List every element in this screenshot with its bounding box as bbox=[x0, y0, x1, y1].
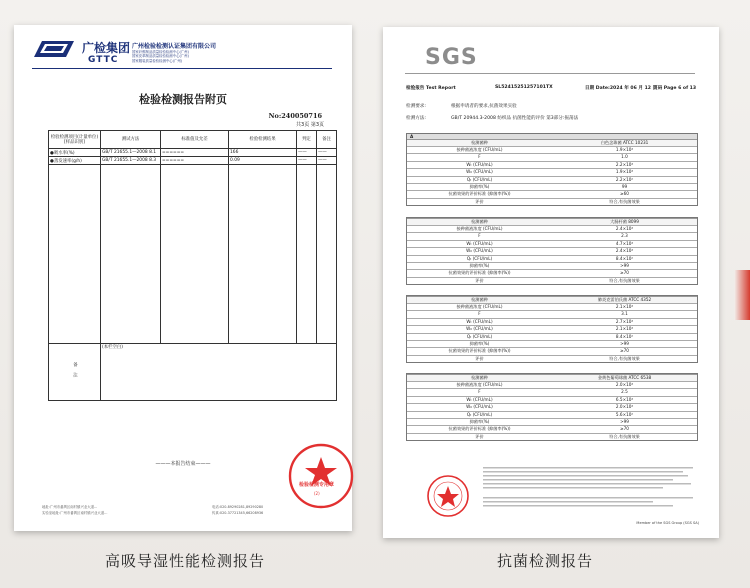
block-header bbox=[407, 139, 697, 146]
row-value: 1.0 bbox=[621, 154, 628, 160]
report-number: SL52415251257101TX bbox=[495, 85, 553, 90]
header-cell: 检测菌种 bbox=[471, 375, 488, 380]
row-label: Wₜ (CFU/mL) bbox=[466, 318, 493, 324]
footer-fax: 传真:020-37721345,66208936 bbox=[212, 511, 264, 515]
org-sub-line: 国家服装质量检验检测中心(广州) bbox=[132, 58, 183, 63]
row-value: 2.1×10⁴ bbox=[615, 326, 634, 332]
table-cell bbox=[229, 165, 297, 344]
table-cell: ●蒸发速率(g/h) bbox=[49, 157, 101, 165]
org-sub-line: 国家纤维制品质量检验检测中心(广州) bbox=[132, 50, 189, 54]
header-divider bbox=[32, 68, 332, 69]
table-row bbox=[407, 146, 697, 153]
table-row bbox=[407, 247, 697, 254]
table-cell: 0.09 bbox=[229, 157, 297, 165]
row-label: F bbox=[478, 233, 481, 239]
table-row bbox=[407, 232, 697, 239]
table-row bbox=[407, 388, 697, 395]
row-value: 1.9×10⁴ bbox=[615, 147, 634, 152]
row-label: F bbox=[478, 154, 481, 160]
table-row bbox=[407, 411, 697, 418]
result-block bbox=[406, 133, 698, 206]
header-cell: 肺炎克雷伯氏菌 ATCC 4352 bbox=[597, 297, 652, 302]
row-value: >99 bbox=[620, 418, 629, 424]
organization-subtitles bbox=[132, 50, 189, 63]
table-cell: GB/T 21655.1—2008 8.3 bbox=[101, 157, 161, 165]
table-empty-row bbox=[49, 165, 337, 344]
table-row bbox=[407, 403, 697, 410]
row-value: 2.4×10⁴ bbox=[615, 248, 634, 254]
footer-phone: 电话:020-89290281,89290280 bbox=[212, 505, 264, 509]
row-value: 符合,有抗菌效果 bbox=[609, 433, 640, 439]
row-label: F bbox=[478, 311, 481, 317]
row-label: 接种菌液浓度 (CFU/mL) bbox=[456, 147, 503, 152]
row-label: W₀ (CFU/mL) bbox=[466, 326, 493, 332]
row-label: 抑菌率(%) bbox=[469, 340, 490, 346]
row-value: 2.0×10⁴ bbox=[615, 382, 634, 387]
row-label: 接种菌液浓度 (CFU/mL) bbox=[456, 382, 503, 387]
row-label: 抑菌率(%) bbox=[469, 418, 490, 424]
table-row bbox=[407, 277, 697, 284]
row-label: Qₜ (CFU/mL) bbox=[466, 255, 493, 261]
table-cell: ====== bbox=[161, 149, 229, 157]
header-cell: 金黄色葡萄球菌 ATCC 6538 bbox=[597, 375, 652, 380]
table-row bbox=[49, 149, 337, 157]
row-label: 评价 bbox=[475, 433, 484, 439]
row-label: 抗菌效果的评价标准 (抑菌率(%)) bbox=[448, 348, 511, 354]
table-row bbox=[407, 161, 697, 168]
row-value: 5.6×10² bbox=[615, 411, 634, 417]
row-label: W₀ (CFU/mL) bbox=[466, 248, 493, 254]
footer-lab-address: 实验室地址:广州市番禺区南村镇兴业大道... bbox=[42, 511, 108, 515]
row-value: 6.5×10⁴ bbox=[615, 396, 634, 402]
organization-name: 广州检验检测认证集团有限公司 bbox=[132, 43, 217, 50]
row-label: W₀ (CFU/mL) bbox=[466, 169, 493, 175]
table-cell: GB/T 21655.1—2008 8.1 bbox=[101, 149, 161, 157]
moisture-report-page bbox=[14, 25, 352, 531]
row-value: 99 bbox=[621, 183, 628, 189]
row-value: 2.3 bbox=[621, 233, 628, 239]
table-cell: ====== bbox=[161, 157, 229, 165]
row-value: 8.4×10² bbox=[615, 333, 634, 339]
section-label: A bbox=[407, 134, 697, 139]
row-label: 抑菌率(%) bbox=[469, 262, 490, 268]
sgs-logo: SGS bbox=[425, 45, 478, 70]
table-cell bbox=[317, 165, 337, 344]
table-row bbox=[407, 425, 697, 432]
member-text: Member of the SGS Group (SGS SA) bbox=[636, 521, 699, 525]
row-value: >99 bbox=[620, 340, 629, 346]
fine-print-icon bbox=[483, 467, 695, 517]
table-row bbox=[407, 310, 697, 317]
row-label: 评价 bbox=[475, 355, 484, 361]
row-label: F bbox=[478, 389, 481, 395]
requirement-label: 检测要求: bbox=[406, 104, 426, 109]
result-block bbox=[406, 295, 698, 363]
row-label: Wₜ (CFU/mL) bbox=[466, 396, 493, 402]
method-label: 检测方法: bbox=[406, 116, 426, 121]
row-value: 4.7×10⁴ bbox=[615, 240, 634, 246]
brand-name-cn: 广检集团 bbox=[82, 41, 131, 55]
gttc-logo-icon bbox=[32, 39, 76, 59]
caption-moisture-report: 高吸导湿性能检测报告 bbox=[105, 552, 266, 570]
column-header: 标准值及允差 bbox=[161, 131, 229, 149]
table-cell: —— bbox=[297, 149, 317, 157]
table-row bbox=[407, 381, 697, 388]
table-row bbox=[407, 325, 697, 332]
row-value: ≥70 bbox=[620, 348, 629, 354]
table-row bbox=[407, 198, 697, 205]
table-row bbox=[407, 240, 697, 247]
row-label: Qₜ (CFU/mL) bbox=[466, 411, 493, 417]
org-sub-line: 国家皮革制品质量检验检测中心(广州) bbox=[132, 54, 189, 59]
report-end-text: ———本报告结束——— bbox=[155, 461, 211, 467]
table-row bbox=[407, 255, 697, 262]
official-seal-icon bbox=[286, 441, 356, 511]
table-row bbox=[407, 153, 697, 160]
table-row bbox=[407, 269, 697, 276]
table-cell bbox=[101, 165, 161, 344]
table-cell bbox=[49, 165, 101, 344]
seal-subtext: (2) bbox=[314, 491, 320, 496]
brand-name-en: GTTC bbox=[88, 55, 119, 65]
result-block bbox=[406, 217, 698, 285]
row-value: 符合,有抗菌效果 bbox=[609, 198, 640, 204]
row-label: Wₜ (CFU/mL) bbox=[466, 240, 493, 246]
column-header: 测试方法 bbox=[101, 131, 161, 149]
table-header-row bbox=[49, 131, 337, 149]
table-row bbox=[407, 355, 697, 362]
row-label: 抗菌效果的评价标准 (抑菌率(%)) bbox=[448, 270, 511, 276]
row-value: 符合,有抗菌效果 bbox=[609, 355, 640, 361]
row-value: 3.1 bbox=[621, 311, 628, 317]
row-value: ≥70 bbox=[620, 270, 629, 276]
row-value: ≥70 bbox=[620, 426, 629, 432]
table-cell bbox=[161, 165, 229, 344]
table-cell: ●吸水率(%) bbox=[49, 149, 101, 157]
block-header bbox=[407, 218, 697, 225]
row-value: 2.7×10⁴ bbox=[615, 318, 634, 324]
seal-text: 检验检测专用章 bbox=[299, 482, 335, 488]
page-info: 共3页 第3页 bbox=[296, 122, 324, 128]
table-row bbox=[407, 340, 697, 347]
row-label: Wₜ (CFU/mL) bbox=[466, 161, 493, 167]
method-value: GB/T 20944.3-2008 纺织品 抗菌性能的评价 第3部分:振荡法 bbox=[451, 116, 579, 121]
header-cell: 大肠杆菌 8099 bbox=[610, 219, 639, 224]
result-block bbox=[406, 373, 698, 441]
row-value: 2.0×10⁴ bbox=[615, 404, 634, 410]
row-value: 2.1×10⁴ bbox=[615, 304, 634, 309]
report-title: 检验检测报告附页 bbox=[139, 93, 227, 106]
block-header bbox=[407, 374, 697, 381]
table-row bbox=[407, 168, 697, 175]
results-table bbox=[48, 130, 337, 401]
report-label: 检验报告 Test Report bbox=[406, 86, 456, 91]
row-label: 接种菌液浓度 (CFU/mL) bbox=[456, 226, 503, 231]
table-cell: —— bbox=[317, 149, 337, 157]
row-label: 抗菌效果的评价标准 (抑菌率(%)) bbox=[448, 191, 511, 197]
column-header: 检验检测项目(计量单位)[样品识别] bbox=[49, 131, 101, 149]
table-row bbox=[407, 318, 697, 325]
block-header bbox=[407, 296, 697, 303]
table-row bbox=[49, 157, 337, 165]
column-header: 检验检测结果 bbox=[229, 131, 297, 149]
caption-antibacterial-report: 抗菌检测报告 bbox=[497, 552, 594, 570]
table-cell: —— bbox=[317, 157, 337, 165]
row-label: 接种菌液浓度 (CFU/mL) bbox=[456, 304, 503, 309]
antibacterial-report-page bbox=[383, 27, 719, 538]
column-header: 备注 bbox=[317, 131, 337, 149]
sgs-seal-icon bbox=[425, 473, 471, 519]
decorative-edge bbox=[734, 270, 750, 320]
report-date: 日期 Date:2024 年 06 月 12 日 bbox=[585, 86, 658, 91]
row-label: 评价 bbox=[475, 198, 484, 204]
header-cell: 检测菌种 bbox=[471, 297, 488, 302]
row-value: 8.4×10² bbox=[615, 255, 634, 261]
row-value: 1.9×10⁴ bbox=[615, 169, 634, 175]
report-page: 页码 Page 6 of 13 bbox=[653, 86, 697, 91]
table-row bbox=[407, 333, 697, 340]
row-value: ≥60 bbox=[620, 191, 629, 197]
table-cell: —— bbox=[297, 157, 317, 165]
table-row bbox=[407, 396, 697, 403]
row-value: 2.2×10² bbox=[615, 176, 634, 182]
header-cell: 检测菌种 bbox=[471, 140, 488, 145]
header-cell: 检测菌种 bbox=[471, 219, 488, 224]
footer-address: 地址:广州市番禺区南村镇兴业大道... bbox=[42, 505, 98, 509]
row-label: Qₜ (CFU/mL) bbox=[466, 176, 493, 182]
table-cell bbox=[297, 165, 317, 344]
row-label: Qₜ (CFU/mL) bbox=[466, 333, 493, 339]
header-cell: 白色念珠菌 ATCC 10231 bbox=[600, 140, 649, 145]
table-row bbox=[407, 262, 697, 269]
row-label: 抑菌率(%) bbox=[469, 183, 490, 189]
table-row bbox=[407, 183, 697, 190]
remark-label: 备注 bbox=[49, 344, 101, 401]
header-divider bbox=[405, 73, 695, 74]
table-cell: 166 bbox=[229, 149, 297, 157]
table-row bbox=[407, 347, 697, 354]
row-label: W₀ (CFU/mL) bbox=[466, 404, 493, 410]
table-row bbox=[407, 225, 697, 232]
row-value: 2.5 bbox=[621, 389, 628, 395]
row-value: 2.4×10⁴ bbox=[615, 226, 634, 231]
row-value: >99 bbox=[620, 262, 629, 268]
row-label: 评价 bbox=[475, 277, 484, 283]
remark-row bbox=[49, 344, 337, 401]
requirement-value: 根据申请者的要求,抗菌效果实验 bbox=[451, 104, 517, 109]
report-number: No:240050716 bbox=[268, 112, 322, 120]
remark-text: (本栏空白) bbox=[101, 344, 337, 401]
table-row bbox=[407, 418, 697, 425]
table-row bbox=[407, 303, 697, 310]
row-value: 2.2×10⁴ bbox=[615, 161, 634, 167]
table-row bbox=[407, 433, 697, 440]
row-value: 符合,有抗菌效果 bbox=[609, 277, 640, 283]
row-label: 抗菌效果的评价标准 (抑菌率(%)) bbox=[448, 426, 511, 432]
table-row bbox=[407, 190, 697, 197]
table-row bbox=[407, 176, 697, 183]
column-header: 判定 bbox=[297, 131, 317, 149]
